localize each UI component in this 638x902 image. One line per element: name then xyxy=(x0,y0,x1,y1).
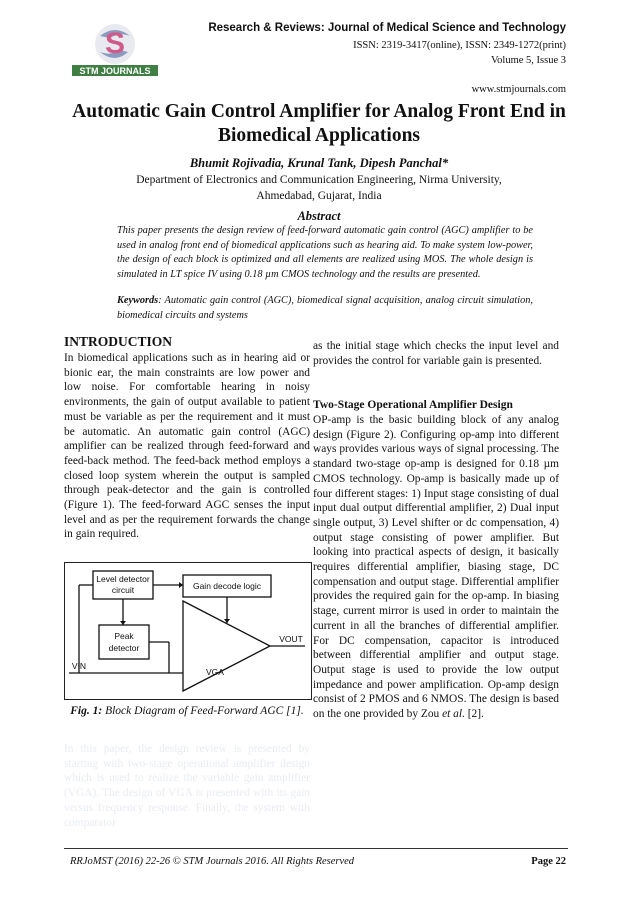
page-number: Page 22 xyxy=(531,856,566,867)
right-column-intro-text: as the initial stage which checks the input level and provides the control for variable gain is presented. xyxy=(313,340,559,367)
affiliation-line-1: Department of Electronics and Communication Engineering, Nirma University, xyxy=(136,174,502,186)
logo-text: STM JOURNALS xyxy=(79,66,151,76)
figure-1-caption-label: Fig. 1: xyxy=(70,705,103,717)
faded-watermark-text: In this paper, the design review is presented by starting with two-stage operational amplifier design which is used to realize the variable gain amplifier (VGA). The design of VGA is presented with its gain versus frequency response. Finally, the system with comparator xyxy=(64,743,310,829)
journal-name: Research & Reviews: Journal of Medical Science and Technology xyxy=(208,22,566,34)
label-vin: VIN xyxy=(71,661,87,671)
label-peak-2: detector xyxy=(108,643,140,653)
footer-citation: RRJoMST (2016) 22-26 © STM Journals 2016. All Rights Reserved xyxy=(70,856,355,867)
authors: Bhumit Rojivadia, Krunal Tank, Dipesh Panchal* xyxy=(189,156,449,170)
footer-divider xyxy=(64,848,568,849)
figure-1-caption xyxy=(64,704,310,719)
volume-issue: Volume 5, Issue 3 xyxy=(490,55,566,66)
label-gain-decode: Gain decode logic xyxy=(192,581,262,591)
two-stage-etal: et al xyxy=(442,708,463,721)
two-stage-text xyxy=(313,413,559,722)
keywords-label: Keywords xyxy=(117,295,159,306)
abstract-heading: Abstract xyxy=(297,209,341,223)
label-vga: VGA xyxy=(206,667,224,677)
two-stage-end: . [2]. xyxy=(462,708,484,721)
journal-website[interactable]: www.stmjournals.com xyxy=(471,84,566,95)
label-peak-1: Peak xyxy=(114,631,134,641)
paper-title: Automatic Gain Control Amplifier for Analog Front End in Biomedical Applications xyxy=(72,101,566,146)
affiliation xyxy=(110,172,528,204)
affiliation-line-2: Ahmedabad, Gujarat, India xyxy=(256,190,382,202)
label-vout: VOUT xyxy=(279,634,303,644)
label-level-detector-2: circuit xyxy=(111,585,135,595)
figure-1-caption-text: Block Diagram of Feed-Forward AGC [1]. xyxy=(102,705,304,717)
introduction-heading: INTRODUCTION xyxy=(64,334,173,349)
svg-text:S: S xyxy=(104,27,126,60)
figure-1-block-diagram xyxy=(64,562,312,700)
stm-journals-logo xyxy=(70,22,160,78)
abstract-text: This paper presents the design review of feed-forward automatic gain control (AGC) amplifier to be used in analog front end of biomedical applications such as hearing aid. To make system low-power, the design of each block is optimized and all elements are realized using MOS. The whole design is simulated in LT spice IV using 0.18 µm CMOS technology and the results are presented. xyxy=(117,225,533,280)
issn: ISSN: 2319-3417(online), ISSN: 2349-1272(print) xyxy=(353,40,566,51)
two-stage-body: OP-amp is the basic building block of any analog design (Figure 2). Configuring op-amp into different ways provides various ways of signal processing. The standard two-stage op-amp is designed for 0.18 µm CMOS technology. Op-amp is basically made up of four different stages: 1) Input stage consisting of dual input dual output differential amplifier, 2) Dual input single output, 3) Level shifter or dc compensation, 4) output stage consisting of power amplifier. But looking into practical aspects of design, it basically requires differential amplifier, biasing stage, DC compensation and output stage. Differential amplifier provides the required gain for the op-amp. In biasing stage, current mirror is used in order to maintain the current in all the branches of differential amplifier. For DC compensation, capacitor is introduced between differential amplifier and output stage. Output stage is used to provide the low output impedance and power amplification. Op-amp design consist of 2 PMOS and 6 NMOS. The design is based on the one provided by Zou xyxy=(313,414,559,721)
introduction-text: In biomedical applications such as in hearing aid or bionic ear, the main constraints are low power and low noise. For comfortable hearing in noisy environments, the gain of output available to patient must be variable as per the requirement and it must be automatic. An automatic gain control (AGC) amplifier can be realized through feed-forward and feed-back method. The feed-back method employs a closed loop system wherein the output is sampled through peak-detector and the gain is controlled (Figure 1). The feed-forward AGC senses the input level and as per the requirement forwards the change in gain required. xyxy=(64,352,310,541)
keywords-text: : Automatic gain control (AGC), biomedical signal acquisition, analog circuit simulation, biomedical circuits and systems xyxy=(117,295,533,321)
keywords xyxy=(117,294,533,323)
label-level-detector-1: Level detector xyxy=(96,574,150,584)
two-stage-heading: Two-Stage Operational Amplifier Design xyxy=(313,399,513,411)
